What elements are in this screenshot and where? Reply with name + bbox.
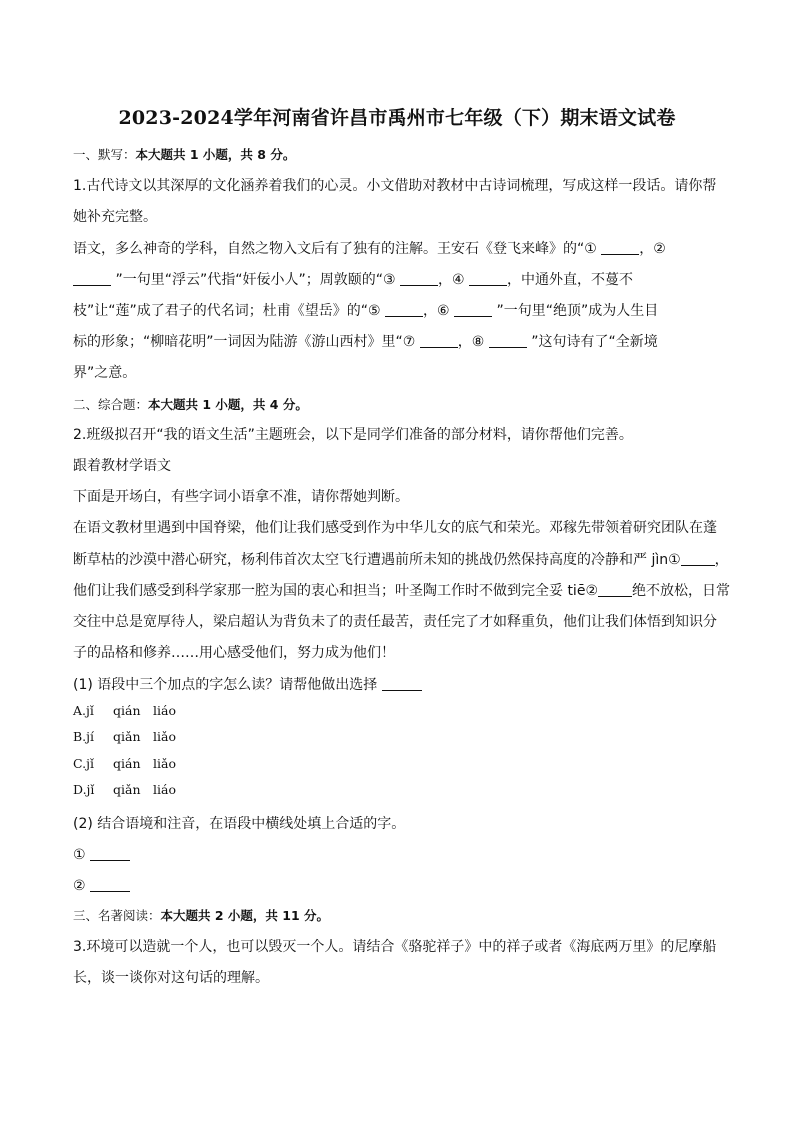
section-lead: 二、综合题：: [73, 397, 149, 412]
section-heading-1: [73, 145, 295, 165]
text-span: ，④: [437, 272, 465, 288]
option-pinyin-3: liáo: [153, 782, 176, 797]
item-label: ①: [73, 847, 86, 863]
q1-line-1: 1.古代诗文以其深厚的文化涵养着我们的心灵。小文借助对教材中古诗词梳理，写成这样一段话。请你帮: [73, 178, 717, 194]
text-span: ”一句里“绝顶”成为人生目: [496, 303, 659, 319]
q2-line-3: 下面是开场白，有些字词小语拿不准，请你帮她判断。: [73, 489, 409, 505]
text-span: 枝”让“莲”成了君子的代名词；杜甫《望岳》的“⑤: [73, 303, 381, 319]
answer-blank-6[interactable]: [454, 302, 492, 317]
fill-item-1: [73, 845, 130, 865]
page-title: 2023-2024学年河南省许昌市禹州市七年级（下）期末语文试卷: [118, 107, 676, 129]
q1-line-4: [73, 270, 633, 290]
q2-line-6: [73, 581, 730, 601]
option-a[interactable]: [73, 701, 176, 721]
text-span: ，②: [639, 241, 666, 257]
text-span: ，⑥: [423, 303, 450, 319]
q2-line-8: 子的品格和修养……用心感受他们，努力成为他们！: [73, 645, 395, 661]
section-info: 本大题共 2 小题，共 11 分。: [160, 908, 330, 923]
answer-blank-2[interactable]: [73, 271, 111, 286]
q1-line-3: [73, 239, 666, 259]
text-span: 断草枯的沙漠中潜心研究，杨利伟首次太空飞行遭遇前所未知的挑战仍然保持高度的冷静和严 jìn①: [73, 552, 681, 568]
q2-sub-question-2: (2) 结合语境和注音，在语段中横线处填上合适的字。: [73, 816, 406, 832]
section-info: 本大题共 1 小题，共 4 分。: [148, 397, 308, 412]
option-key: A.jǐ: [73, 703, 94, 718]
option-key: B.jí: [73, 729, 95, 744]
q3-line-1: 3.环境可以造就一个人，也可以毁灭一个人。请结合《骆驼祥子》中的祥子或者《海底两万里》的尼摩船: [73, 939, 717, 955]
q2-line-5: [73, 550, 729, 570]
option-c[interactable]: [73, 754, 176, 774]
answer-blank-fill-1[interactable]: [90, 846, 130, 861]
q2-line-1: 2.班级拟召开“我的语文生活”主题班会，以下是同学们准备的部分材料，请你帮他们完善。: [73, 427, 633, 443]
answer-blank-5[interactable]: [385, 302, 423, 317]
answer-blank-3[interactable]: [400, 271, 438, 286]
answer-blank-fill-2[interactable]: [90, 877, 130, 892]
item-label: ②: [73, 878, 86, 894]
text-span: ，: [714, 552, 729, 568]
q1-line-7: 界”之意。: [73, 365, 137, 381]
q2-line-2: 跟着教材学语文: [73, 458, 171, 474]
option-pinyin-3: liǎo: [153, 729, 176, 744]
q3-line-2: 长，谈一谈你对这句话的理解。: [73, 970, 269, 986]
option-key: C.jǐ: [73, 756, 94, 771]
text-span: 他们让我们感受到科学家那一腔为国的衷心和担当；叶圣陶工作时不做到完全妥 tiē②: [73, 583, 598, 599]
option-pinyin-3: liáo: [153, 703, 176, 718]
q2-line-4: 在语文教材里遇到中国脊梁，他们让我们感受到作为中华儿女的底气和荣光。邓稼先带领着研究团队在蓬: [73, 520, 717, 536]
section-heading-3: [73, 906, 329, 926]
option-pinyin-3: liǎo: [153, 756, 176, 771]
text-span: 标的形象；“柳暗花明”一词因为陆游《游山西村》里“⑦: [73, 334, 416, 350]
answer-blank-1[interactable]: [601, 240, 639, 255]
section-lead: 一、默写：: [73, 147, 136, 162]
answer-blank-choice[interactable]: [382, 676, 422, 691]
q1-line-5: [73, 301, 658, 321]
option-key: D.jǐ: [73, 782, 95, 797]
section-lead: 三、名著阅读：: [73, 908, 161, 923]
q2-sub-question-1: [73, 675, 422, 695]
text-span: ”这句诗有了“全新境: [531, 334, 658, 350]
text-span: ，中通外直，不蔓不: [507, 272, 633, 288]
section-info: 本大题共 1 小题，共 8 分。: [135, 147, 296, 162]
q1-line-6: [73, 332, 658, 352]
option-pinyin-2: qián: [113, 703, 141, 718]
text-span: 绝不放松，日常: [632, 583, 730, 599]
section-heading-2: [73, 395, 308, 415]
option-b[interactable]: [73, 727, 176, 747]
option-pinyin-2: qián: [113, 756, 141, 771]
q2-line-7: 交往中总是宽厚待人，梁启超认为背负未了的责任最苦，责任完了才如释重负，他们让我们体悟到知识分: [73, 614, 717, 630]
text-span: (1) 语段中三个加点的字怎么读？请帮他做出选择: [73, 677, 378, 693]
answer-blank-8[interactable]: [489, 333, 527, 348]
answer-blank-tie[interactable]: [598, 582, 632, 597]
fill-item-2: [73, 876, 130, 896]
answer-blank-4[interactable]: [469, 271, 507, 286]
option-d[interactable]: [73, 780, 176, 800]
answer-blank-jin[interactable]: [681, 551, 715, 566]
q1-line-2: 她补充完整。: [73, 209, 157, 225]
text-span: 语文，多么神奇的学科，自然之物入文后有了独有的注解。王安石《登飞来峰》的“①: [73, 241, 597, 257]
option-pinyin-2: qiǎn: [113, 782, 141, 797]
text-span: ”一句里“浮云”代指“奸佞小人”；周敦颐的“③: [115, 272, 396, 288]
answer-blank-7[interactable]: [420, 333, 458, 348]
text-span: ，⑧: [457, 334, 485, 350]
option-pinyin-2: qiǎn: [113, 729, 141, 744]
